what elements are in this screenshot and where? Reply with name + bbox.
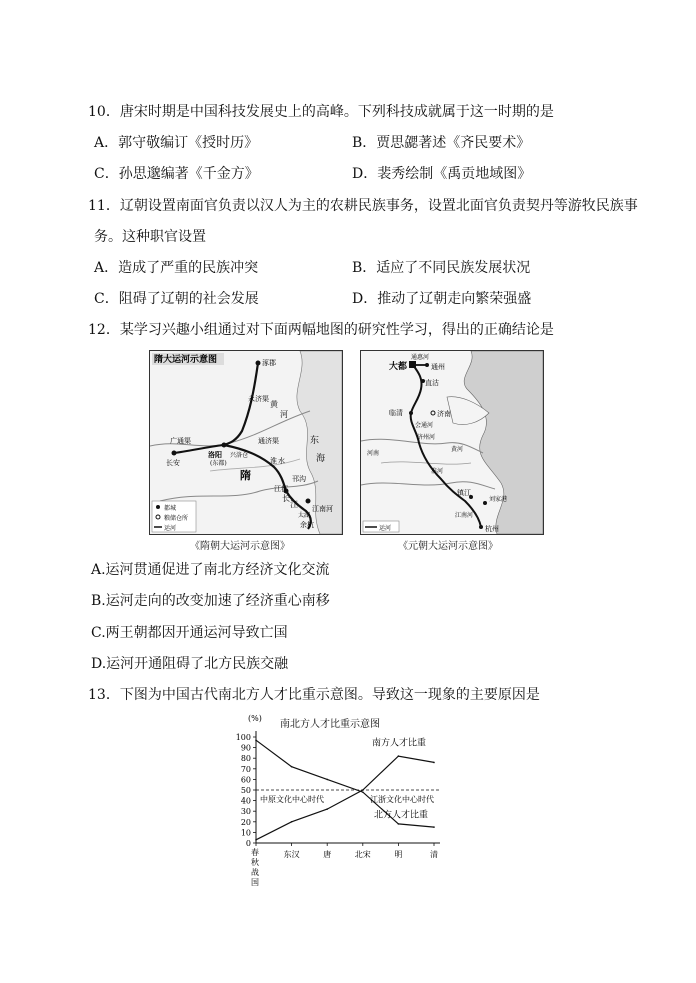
north-series-point (362, 791, 364, 793)
yuan-label-hangzhou: 杭州 (485, 525, 499, 533)
yuan-canal-map (360, 350, 544, 535)
yuan-map-caption: 《元朝大运河示意图》 (398, 541, 498, 552)
q12-stem: 12．某学习兴趣小组通过对下面两幅地图的研究性学习，得出的正确结论是 (88, 322, 554, 338)
yuan-label-huaihe: 淮河 (431, 468, 444, 475)
chart-y-tick-label: 10 (240, 828, 251, 838)
sui-legend-granary: 粮储仓所 (164, 515, 189, 522)
yuan-label-jinan: 济南 (437, 410, 451, 418)
chart-x-tick-label: 明 (394, 850, 403, 859)
q10-option-c[interactable]: C．孙思邈编著《千金方》 (94, 166, 259, 182)
yuan-label-dadu: 大都 (389, 362, 408, 372)
yuan-canal-map-drawing (361, 351, 543, 534)
sui-legend-canal: 运河 (164, 525, 177, 532)
q11-option-b[interactable]: B．适应了不同民族发展状况 (352, 260, 531, 276)
chart-x-tick-label: 春秋战国 (251, 848, 259, 887)
q10-option-d[interactable]: D．裴秀绘制《禹贡地域图》 (352, 166, 532, 182)
sui-label-jiangdu: 江都 (274, 485, 288, 493)
q11-stem-line1: 11．辽朝设置南面官负责以汉人为主的农耕民族事务，设置北面官负责契丹等游牧民族事 (88, 198, 638, 214)
chart-x-tick-label: 唐 (323, 850, 332, 859)
sui-label-huai: 淮 (270, 457, 277, 465)
sui-label-jiangnan: 江南河 (312, 505, 333, 513)
sui-label-sui: 隋 (240, 469, 251, 482)
sui-label-guangtong: 广通渠 (170, 437, 191, 445)
q10-option-a[interactable]: A．郭守敬编订《授时历》 (94, 135, 259, 151)
chart-y-tick-label: 40 (240, 796, 251, 806)
sui-label-hai: 海 (316, 454, 326, 464)
chart-y-tick-label: 20 (240, 817, 251, 827)
sui-label-huang: 黄 (270, 400, 278, 409)
chart-y-tick-label: 0 (245, 839, 251, 848)
south-series-point (291, 821, 293, 823)
q11-option-d[interactable]: D．推动了辽朝走向繁荣强盛 (352, 291, 532, 307)
q13-stem: 13．下图为中国古代南北方人才比重示意图。导致这一现象的主要原因是 (88, 687, 540, 703)
q12-option-a[interactable]: A.运河贯通促进了南北方经济文化交流 (91, 562, 330, 578)
chart-y-tick-label: 30 (240, 807, 251, 817)
north-series-point (255, 739, 257, 741)
chart-y-tick-label: 80 (240, 754, 251, 764)
q12-option-b[interactable]: B.运河走向的改变加速了经济重心南移 (91, 593, 330, 609)
sui-map-caption: 《隋朝大运河示意图》 (190, 541, 290, 552)
sui-label-taihu: 太湖 (298, 512, 311, 519)
north-series-point (291, 766, 293, 768)
south-series-point (326, 808, 328, 810)
yuan-label-zhigu: 直沽 (425, 379, 439, 387)
south-series-point (398, 755, 400, 757)
sui-label-yuhang: 余杭 (300, 521, 314, 529)
yuan-label-huanghe: 黄河 (451, 446, 464, 453)
north-series-point (433, 826, 435, 828)
sui-label-dongdu: (东都) (210, 460, 227, 467)
sui-legend-capital: 都城 (164, 505, 177, 512)
chart-y-tick-label: 50 (240, 786, 251, 795)
sui-label-tongji: 通济渠 (258, 437, 279, 445)
sui-label-zhuojun: 涿郡 (262, 359, 276, 367)
chart-y-tick-label: 90 (240, 743, 251, 753)
sui-canal-map (149, 350, 343, 535)
sui-label-hangou: 邗沟 (292, 475, 306, 483)
chart-x-tick-label: 东汉 (283, 850, 300, 859)
q11-stem-line2: 务。这种职官设置 (94, 229, 206, 245)
sui-canal-map-drawing (150, 351, 342, 534)
q11-option-a[interactable]: A．造成了严重的民族冲突 (94, 260, 259, 276)
yuan-label-jizhou: 济州河 (417, 434, 436, 441)
annotation-jiangzhe: 江浙文化中心时代 (370, 795, 434, 804)
sui-label-jiang: 江 (290, 500, 298, 509)
sui-label-chang: 长 (282, 494, 290, 503)
yuan-label-henan: 河南 (367, 450, 380, 457)
chart-y-unit: (%) (248, 714, 262, 723)
q10-option-b[interactable]: B．贾思勰著述《齐民要术》 (352, 135, 531, 151)
sui-map-title: 隋大运河示意图 (154, 355, 218, 365)
yuan-label-zhenjiang: 镇江 (457, 489, 471, 497)
south-series-point (433, 762, 435, 764)
q10-stem: 10．唐宋时期是中国科技发展史上的高峰。下列科技成就属于这一时期的是 (88, 104, 554, 120)
sui-label-yongji: 永济渠 (248, 395, 269, 403)
q12-option-d[interactable]: D.运河开通阻碍了北方民族交融 (91, 656, 289, 672)
talent-ratio-chart (222, 707, 482, 897)
chart-y-tick-label: 70 (240, 764, 251, 774)
chart-y-tick-label: 60 (240, 775, 251, 785)
sui-label-dong: 东 (310, 436, 320, 446)
yuan-label-tonghui: 通惠河 (411, 354, 430, 361)
chart-x-tick-label: 清 (430, 850, 438, 859)
sui-label-xingluo: 兴洛仓 (230, 452, 249, 459)
chart-x-tick-label: 北宋 (354, 850, 371, 859)
yuan-label-tongzhou: 通州 (431, 363, 445, 371)
sui-label-luoyang: 洛阳 (208, 450, 222, 459)
chart-y-tick-label: 100 (235, 733, 251, 742)
south-series-point (255, 839, 257, 841)
yuan-label-liujia: 刘家港 (489, 496, 508, 503)
north-series-point (398, 823, 400, 825)
south-series-point (362, 789, 364, 791)
yuan-label-linqing: 临清 (389, 409, 403, 417)
annotation-central-plains: 中原文化中心时代 (260, 795, 324, 804)
sui-label-changan: 长安 (166, 459, 180, 467)
south-series-label: 南方人才比重 (372, 738, 427, 749)
yuan-label-huitong: 会通河 (415, 422, 434, 429)
north-series-point (326, 779, 328, 781)
sui-label-shui: 水 (278, 457, 285, 465)
north-series-label: 北方人才比重 (374, 810, 429, 821)
yuan-label-jiangnan: 江南河 (455, 512, 474, 519)
chart-title: 南北方人才比重示意图 (280, 719, 380, 730)
sui-label-he: 河 (280, 410, 288, 419)
yuan-legend-canal: 运河 (379, 525, 392, 532)
q12-option-c[interactable]: C.两王朝都因开通运河导致亡国 (91, 625, 288, 641)
q11-option-c[interactable]: C．阻碍了辽朝的社会发展 (94, 291, 259, 307)
